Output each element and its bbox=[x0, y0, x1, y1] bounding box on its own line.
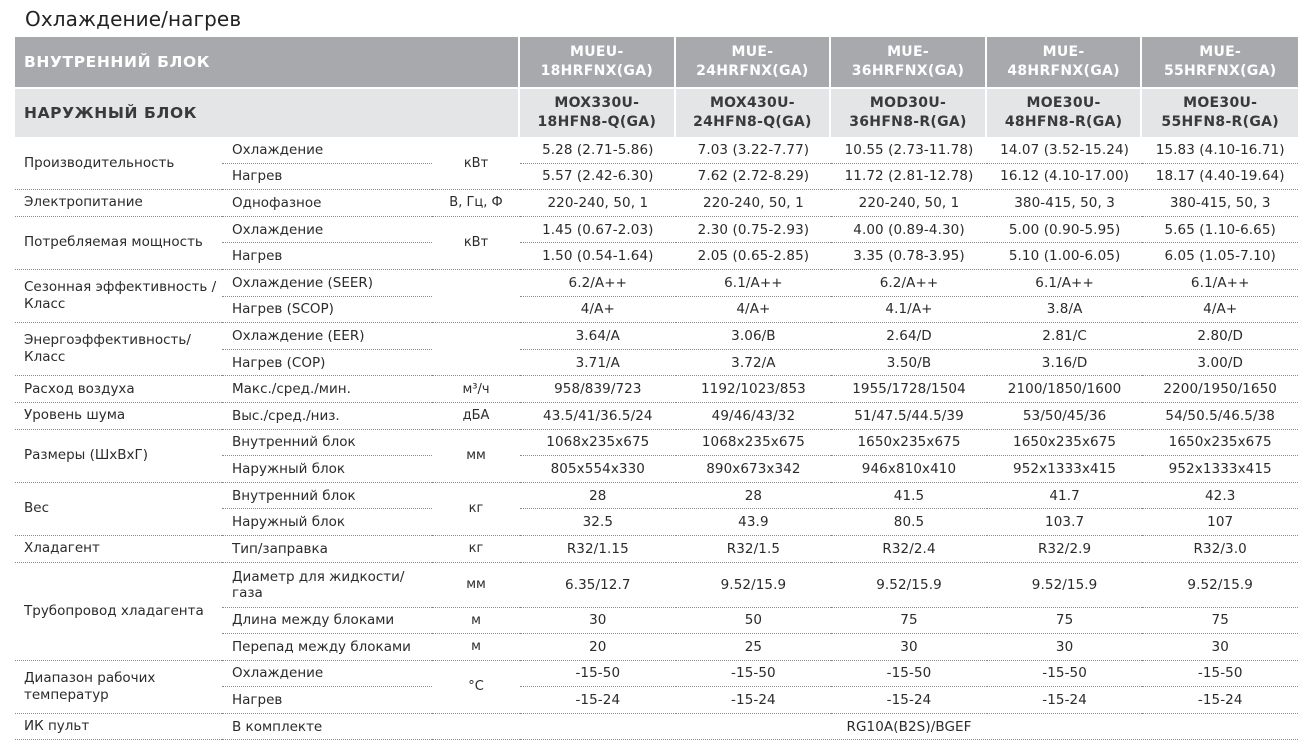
value-cell: 3.50/B bbox=[831, 350, 987, 377]
param-name: Производительность bbox=[15, 137, 222, 190]
value-cell: 220-240, 50, 1 bbox=[831, 190, 987, 217]
value-cell: 3.71/A bbox=[520, 350, 676, 377]
table-row bbox=[15, 563, 1298, 608]
value-cell: 2.81/C bbox=[987, 323, 1143, 350]
param-name: Уровень шума bbox=[15, 403, 222, 430]
value-cell: 42.3 bbox=[1142, 483, 1298, 510]
param-name: ИК пульт bbox=[15, 714, 222, 741]
indoor-model: MUE- 24HRFNX(GA) bbox=[676, 37, 832, 87]
indoor-unit-label: ВНУТРЕННИЙ БЛОК bbox=[15, 37, 520, 87]
table-row bbox=[15, 137, 1298, 164]
value-cell: 28 bbox=[676, 483, 832, 510]
value-cell: 6.1/A++ bbox=[676, 270, 832, 297]
value-cell: 1068x235x675 bbox=[676, 430, 832, 457]
value-cell: 952x1333x415 bbox=[987, 456, 1143, 483]
value-cell: 53/50/45/36 bbox=[987, 403, 1143, 430]
value-cell: 5.65 (1.10-6.65) bbox=[1142, 217, 1298, 244]
unit-cell: м bbox=[432, 634, 520, 661]
value-cell: 4.1/A+ bbox=[831, 297, 987, 324]
value-cell: -15-24 bbox=[831, 687, 987, 714]
unit-cell: кг bbox=[432, 483, 520, 536]
sub-param: Охлаждение (EER) bbox=[222, 323, 432, 350]
table-row bbox=[15, 661, 1298, 688]
outdoor-model: MOX430U- 24HFN8-Q(GA) bbox=[676, 87, 832, 137]
param-name: Энергоэффективность/ Класс bbox=[15, 323, 222, 376]
value-cell: 7.62 (2.72-8.29) bbox=[676, 164, 832, 191]
value-cell: -15-24 bbox=[520, 687, 676, 714]
unit-cell: мм bbox=[432, 563, 520, 608]
value-cell: 30 bbox=[520, 608, 676, 635]
value-cell: 75 bbox=[831, 608, 987, 635]
unit-cell: мм bbox=[432, 430, 520, 483]
value-cell: 80.5 bbox=[831, 509, 987, 536]
value-cell: 25 bbox=[676, 634, 832, 661]
indoor-model: MUE- 48HRFNX(GA) bbox=[987, 37, 1143, 87]
value-cell: 4/A+ bbox=[1142, 297, 1298, 324]
sub-param: Охлаждение bbox=[222, 137, 432, 164]
value-cell: R32/2.9 bbox=[987, 536, 1143, 563]
outdoor-model: MOE30U- 48HFN8-R(GA) bbox=[987, 87, 1143, 137]
sub-param: Наружный блок bbox=[222, 509, 432, 536]
param-name: Диапазон рабочих температур bbox=[15, 661, 222, 714]
sub-param: Внутренний блок bbox=[222, 483, 432, 510]
value-cell: 380-415, 50, 3 bbox=[1142, 190, 1298, 217]
sub-param: Перепад между блоками bbox=[222, 634, 432, 661]
value-cell: R32/2.4 bbox=[831, 536, 987, 563]
value-cell: 43.9 bbox=[676, 509, 832, 536]
sub-param: Наружный блок bbox=[222, 456, 432, 483]
value-cell: 9.52/15.9 bbox=[1142, 563, 1298, 608]
unit-cell: дБА bbox=[432, 403, 520, 430]
value-cell: 107 bbox=[1142, 509, 1298, 536]
sub-param: Выс./сред./низ. bbox=[222, 403, 432, 430]
value-cell: R32/3.0 bbox=[1142, 536, 1298, 563]
value-cell: 6.05 (1.05-7.10) bbox=[1142, 243, 1298, 270]
param-name: Трубопровод хладагента bbox=[15, 563, 222, 661]
sub-param: Тип/заправка bbox=[222, 536, 432, 563]
table-row bbox=[15, 376, 1298, 403]
value-cell: 1192/1023/853 bbox=[676, 376, 832, 403]
value-cell: 20 bbox=[520, 634, 676, 661]
value-cell: -15-50 bbox=[520, 661, 676, 688]
value-cell: 2.64/D bbox=[831, 323, 987, 350]
unit-cell bbox=[432, 714, 520, 741]
param-name: Расход воздуха bbox=[15, 376, 222, 403]
value-cell: 2200/1950/1650 bbox=[1142, 376, 1298, 403]
value-cell: -15-24 bbox=[1142, 687, 1298, 714]
value-cell: 103.7 bbox=[987, 509, 1143, 536]
value-cell: 9.52/15.9 bbox=[987, 563, 1143, 608]
value-cell: 49/46/43/32 bbox=[676, 403, 832, 430]
sub-param: Однофазное bbox=[222, 190, 432, 217]
value-cell: 1.50 (0.54-1.64) bbox=[520, 243, 676, 270]
sub-param: Нагрев bbox=[222, 687, 432, 714]
table-row bbox=[15, 483, 1298, 510]
value-cell: 5.00 (0.90-5.95) bbox=[987, 217, 1143, 244]
value-cell: 3.16/D bbox=[987, 350, 1143, 377]
value-cell: 16.12 (4.10-17.00) bbox=[987, 164, 1143, 191]
value-cell: 18.17 (4.40-19.64) bbox=[1142, 164, 1298, 191]
sub-param: Охлаждение bbox=[222, 661, 432, 688]
value-cell: R32/1.15 bbox=[520, 536, 676, 563]
value-cell: 6.1/A++ bbox=[1142, 270, 1298, 297]
indoor-model: MUEU- 18HRFNX(GA) bbox=[520, 37, 676, 87]
value-cell: 5.28 (2.71-5.86) bbox=[520, 137, 676, 164]
value-cell: 952x1333x415 bbox=[1142, 456, 1298, 483]
value-cell: 2100/1850/1600 bbox=[987, 376, 1143, 403]
value-cell: 50 bbox=[676, 608, 832, 635]
unit-cell bbox=[432, 270, 520, 323]
spec-table bbox=[15, 37, 1298, 740]
outdoor-model: MOD30U- 36HFN8-R(GA) bbox=[831, 87, 987, 137]
table-row bbox=[15, 403, 1298, 430]
indoor-model: MUE- 55HRFNX(GA) bbox=[1142, 37, 1298, 87]
value-cell: 1.45 (0.67-2.03) bbox=[520, 217, 676, 244]
value-cell: 5.10 (1.00-6.05) bbox=[987, 243, 1143, 270]
value-cell: 30 bbox=[1142, 634, 1298, 661]
value-cell: 32.5 bbox=[520, 509, 676, 536]
value-cell: 220-240, 50, 1 bbox=[520, 190, 676, 217]
value-cell: 3.35 (0.78-3.95) bbox=[831, 243, 987, 270]
value-cell: 7.03 (3.22-7.77) bbox=[676, 137, 832, 164]
value-cell: 2.05 (0.65-2.85) bbox=[676, 243, 832, 270]
table-row bbox=[15, 190, 1298, 217]
param-name: Потребляемая мощность bbox=[15, 217, 222, 270]
value-cell: 9.52/15.9 bbox=[676, 563, 832, 608]
outdoor-header-row bbox=[15, 87, 1298, 137]
sub-param: Длина между блоками bbox=[222, 608, 432, 635]
value-cell: 3.06/B bbox=[676, 323, 832, 350]
value-cell: 3.00/D bbox=[1142, 350, 1298, 377]
value-cell: 1650x235x675 bbox=[987, 430, 1143, 457]
value-cell: 3.72/A bbox=[676, 350, 832, 377]
value-cell: 380-415, 50, 3 bbox=[987, 190, 1143, 217]
value-cell: 43.5/41/36.5/24 bbox=[520, 403, 676, 430]
sub-param: Макс./сред./мин. bbox=[222, 376, 432, 403]
value-cell: 41.7 bbox=[987, 483, 1143, 510]
value-cell: -15-24 bbox=[987, 687, 1143, 714]
sub-param: Нагрев (COP) bbox=[222, 350, 432, 377]
value-cell: 2.80/D bbox=[1142, 323, 1298, 350]
value-cell: 6.2/A++ bbox=[831, 270, 987, 297]
table-row bbox=[15, 270, 1298, 297]
unit-cell: м³/ч bbox=[432, 376, 520, 403]
sub-param: Охлаждение (SEER) bbox=[222, 270, 432, 297]
unit-cell bbox=[432, 323, 520, 376]
value-cell: 5.57 (2.42-6.30) bbox=[520, 164, 676, 191]
value-cell: R32/1.5 bbox=[676, 536, 832, 563]
value-cell: 11.72 (2.81-12.78) bbox=[831, 164, 987, 191]
value-cell: 1955/1728/1504 bbox=[831, 376, 987, 403]
value-cell: 4.00 (0.89-4.30) bbox=[831, 217, 987, 244]
value-cell: 75 bbox=[987, 608, 1143, 635]
value-cell: -15-50 bbox=[831, 661, 987, 688]
sub-param: Охлаждение bbox=[222, 217, 432, 244]
indoor-header-row bbox=[15, 37, 1298, 87]
value-cell: 4/A+ bbox=[676, 297, 832, 324]
indoor-model: MUE- 36HRFNX(GA) bbox=[831, 37, 987, 87]
outdoor-unit-label: НАРУЖНЫЙ БЛОК bbox=[15, 87, 520, 137]
value-cell: 1650x235x675 bbox=[831, 430, 987, 457]
table-row bbox=[15, 323, 1298, 350]
value-cell: 220-240, 50, 1 bbox=[676, 190, 832, 217]
table-row bbox=[15, 217, 1298, 244]
unit-cell: кВт bbox=[432, 217, 520, 270]
param-name: Электропитание bbox=[15, 190, 222, 217]
value-cell: 6.1/A++ bbox=[987, 270, 1143, 297]
value-cell: 30 bbox=[987, 634, 1143, 661]
unit-cell: °C bbox=[432, 661, 520, 714]
value-cell: 3.8/A bbox=[987, 297, 1143, 324]
value-cell: 1650x235x675 bbox=[1142, 430, 1298, 457]
value-cell: -15-50 bbox=[1142, 661, 1298, 688]
param-name: Хладагент bbox=[15, 536, 222, 563]
value-cell: -15-50 bbox=[676, 661, 832, 688]
value-cell: 6.35/12.7 bbox=[520, 563, 676, 608]
value-cell: RG10A(B2S)/BGEF bbox=[520, 714, 1298, 741]
value-cell: 946x810x410 bbox=[831, 456, 987, 483]
sub-param: Нагрев bbox=[222, 164, 432, 191]
value-cell: 4/A+ bbox=[520, 297, 676, 324]
value-cell: 41.5 bbox=[831, 483, 987, 510]
sub-param: Диаметр для жидкости/ газа bbox=[222, 563, 432, 608]
param-name: Сезонная эффективность / Класс bbox=[15, 270, 222, 323]
table-row bbox=[15, 714, 1298, 741]
unit-cell: кг bbox=[432, 536, 520, 563]
value-cell: 15.83 (4.10-16.71) bbox=[1142, 137, 1298, 164]
param-name: Размеры (ШхВхГ) bbox=[15, 430, 222, 483]
value-cell: 2.30 (0.75-2.93) bbox=[676, 217, 832, 244]
outdoor-model: MOE30U- 55HFN8-R(GA) bbox=[1142, 87, 1298, 137]
value-cell: 51/47.5/44.5/39 bbox=[831, 403, 987, 430]
sub-param: Внутренний блок bbox=[222, 430, 432, 457]
value-cell: 6.2/A++ bbox=[520, 270, 676, 297]
value-cell: 3.64/A bbox=[520, 323, 676, 350]
value-cell: 75 bbox=[1142, 608, 1298, 635]
spec-body bbox=[15, 137, 1298, 740]
param-name: Вес bbox=[15, 483, 222, 536]
value-cell: 30 bbox=[831, 634, 987, 661]
value-cell: -15-50 bbox=[987, 661, 1143, 688]
value-cell: 958/839/723 bbox=[520, 376, 676, 403]
unit-cell: м bbox=[432, 608, 520, 635]
page-title: Охлаждение/нагрев bbox=[25, 7, 242, 31]
value-cell: 14.07 (3.52-15.24) bbox=[987, 137, 1143, 164]
unit-cell: кВт bbox=[432, 137, 520, 190]
sub-param: Нагрев bbox=[222, 243, 432, 270]
value-cell: -15-24 bbox=[676, 687, 832, 714]
value-cell: 10.55 (2.73-11.78) bbox=[831, 137, 987, 164]
table-row bbox=[15, 430, 1298, 457]
table-row bbox=[15, 536, 1298, 563]
sub-param: Нагрев (SCOP) bbox=[222, 297, 432, 324]
value-cell: 28 bbox=[520, 483, 676, 510]
value-cell: 9.52/15.9 bbox=[831, 563, 987, 608]
value-cell: 805x554x330 bbox=[520, 456, 676, 483]
value-cell: 890x673x342 bbox=[676, 456, 832, 483]
value-cell: 1068x235x675 bbox=[520, 430, 676, 457]
sub-param: В комплекте bbox=[222, 714, 432, 741]
outdoor-model: MOX330U- 18HFN8-Q(GA) bbox=[520, 87, 676, 137]
value-cell: 54/50.5/46.5/38 bbox=[1142, 403, 1298, 430]
unit-cell: В, Гц, Ф bbox=[432, 190, 520, 217]
